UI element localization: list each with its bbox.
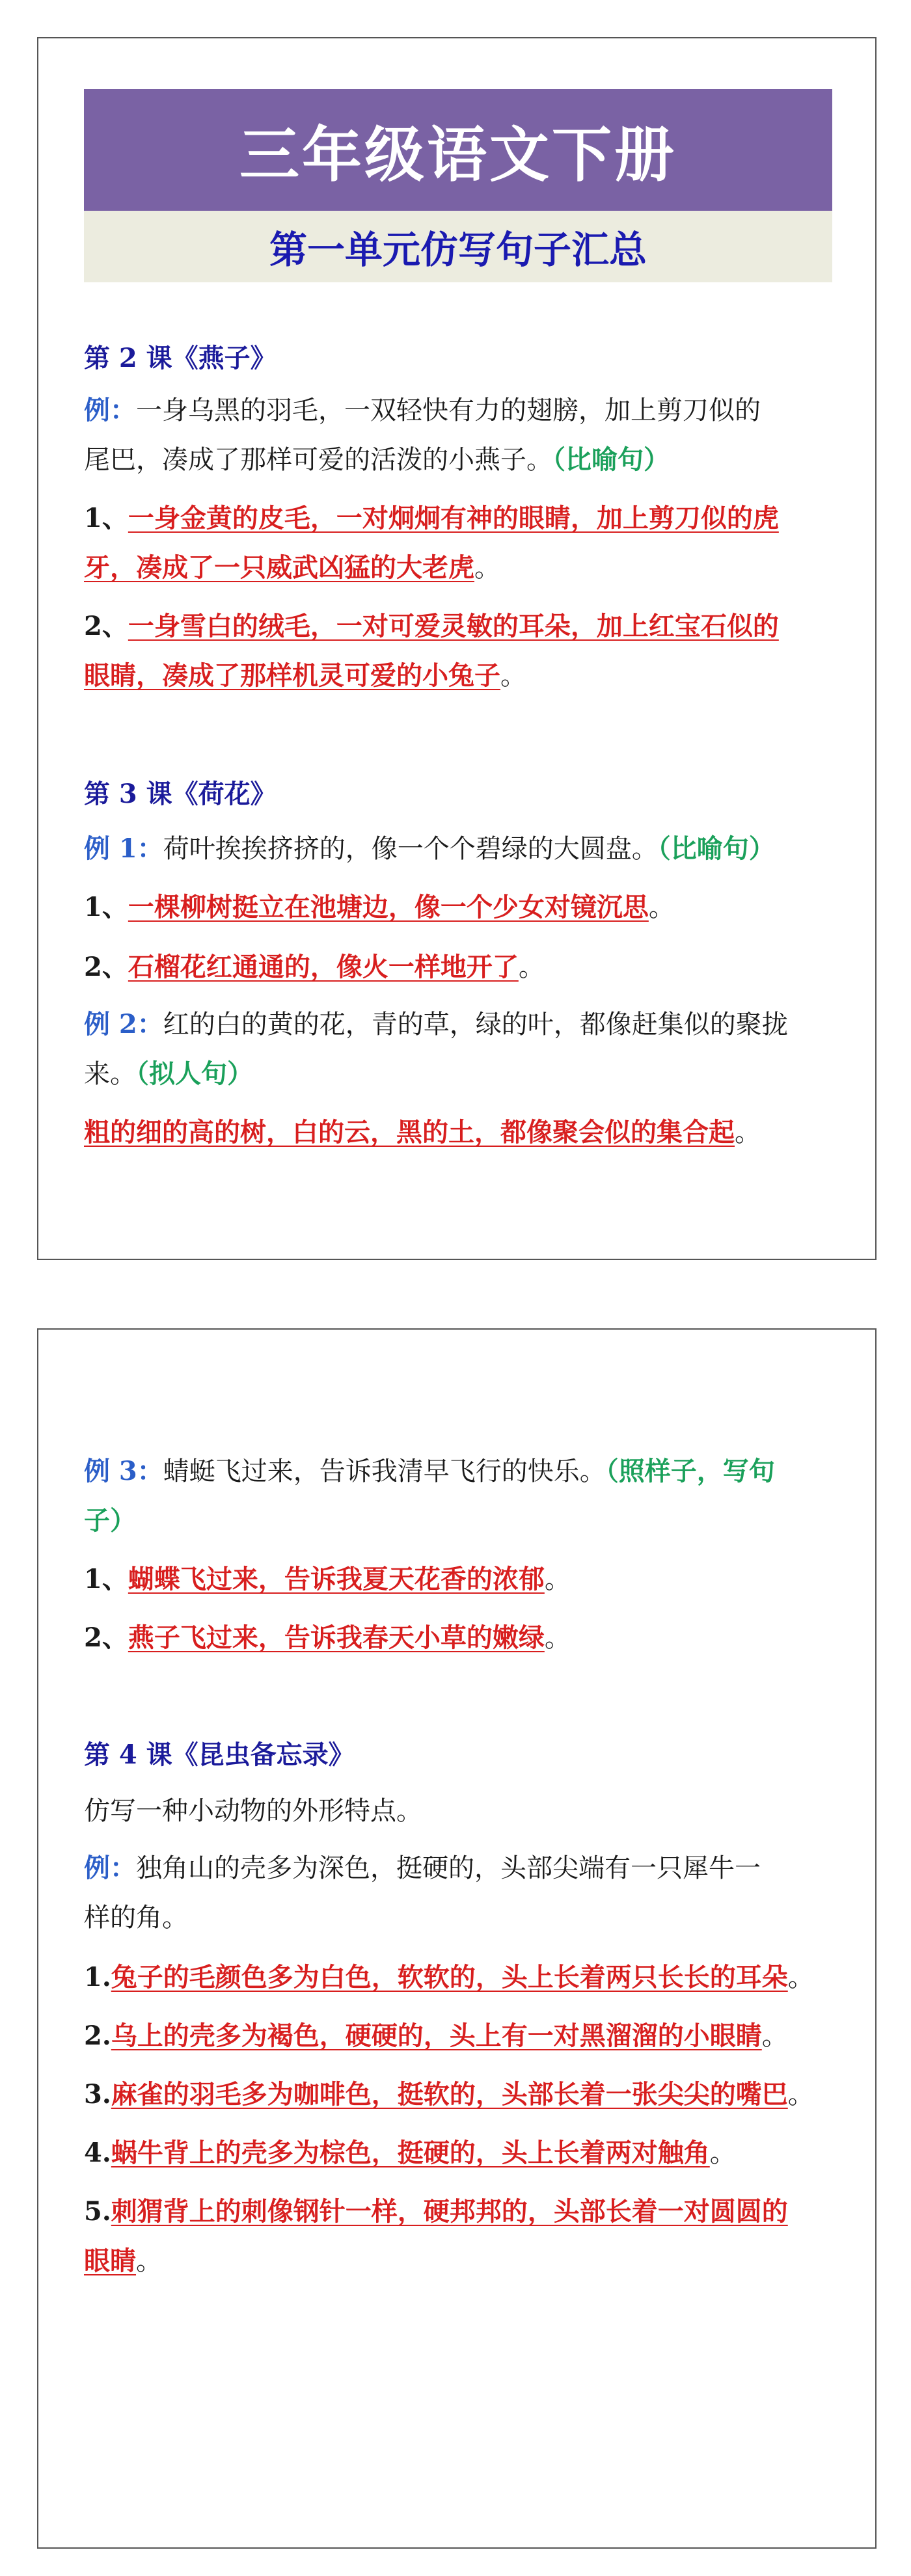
example-text: 红的白的黄的花，青的草，绿的叶，都像赶集似的聚拢	[163, 1010, 788, 1040]
lesson4-example-line1	[84, 1844, 839, 1893]
lesson4-example-line2	[84, 1893, 839, 1942]
sentence-type-tag: （比喻句）	[657, 833, 775, 864]
example-label: 例：	[84, 395, 136, 425]
lesson2-title: 第 2 课《燕子》	[84, 343, 277, 373]
lesson4-item5-line2	[84, 2236, 839, 2286]
item-number: 1、	[84, 1564, 128, 1594]
example-text: 尾巴，凑成了那样可爱的活泼的小燕子。	[84, 445, 552, 475]
page-subtitle: 第一单元仿写句子汇总	[84, 211, 832, 282]
sentence-end: 。	[544, 1623, 571, 1653]
answer-text: 粗的细的高的树，白的云，黑的土，都像聚会似的集合起	[84, 1117, 735, 1147]
lesson3-example1	[84, 824, 839, 874]
example-text: 蜻蜓飞过来，告诉我清早飞行的快乐。	[163, 1456, 606, 1486]
example-text: 荷叶挨挨挤挤的，像一个个碧绿的大圆盘。	[163, 834, 658, 864]
item-number: 2、	[84, 1622, 128, 1653]
instruction-text: 仿写一种小动物的外形特点。	[84, 1796, 422, 1826]
example-text: 独角山的壳多为深色，挺硬的，头部尖端有一只犀牛一	[136, 1853, 761, 1883]
sentence-end: 。	[648, 892, 675, 922]
item-number: 1、	[84, 892, 128, 922]
sentence-end: 。	[735, 1118, 761, 1147]
lesson3-ex1-item1	[84, 883, 839, 932]
lesson2-item2-line1	[84, 602, 839, 651]
sentence-end: 。	[787, 2080, 814, 2110]
page-two	[37, 1328, 877, 2549]
lesson3-title: 第 3 课《荷花》	[84, 779, 277, 809]
answer-text: 刺猬背上的刺像钢针一样，硬邦邦的，头部长着一对圆圆的	[111, 2196, 788, 2227]
sentence-type-tag: （照样子，写句	[605, 1456, 775, 1486]
answer-text: 乌上的壳多为褐色，硬硬的，头上有一对黑溜溜的小眼睛	[111, 2020, 762, 2051]
answer-text: 蜗牛背上的壳多为棕色，挺硬的，头上长着两对触角	[111, 2138, 710, 2168]
sentence-type-tag: （拟人句）	[136, 1058, 253, 1089]
example-text: 来。	[84, 1059, 136, 1089]
lesson4-item3	[84, 2070, 839, 2119]
sentence-end: 。	[709, 2138, 736, 2168]
sentence-end: 。	[787, 1963, 814, 1992]
answer-text: 兔子的毛颜色多为白色，软软的，头上长着两只长长的耳朵	[111, 1962, 788, 1992]
lesson4-instruction	[84, 1786, 839, 1836]
lesson4-item4	[84, 2128, 839, 2178]
lesson3-example2-line2	[84, 1049, 839, 1099]
lesson3-ex3-item1	[84, 1555, 839, 1604]
item-number: 1.	[84, 1962, 111, 1992]
sentence-end: 。	[136, 2246, 162, 2276]
item-number: 3.	[84, 2079, 111, 2110]
answer-text: 燕子飞过来，告诉我春天小草的嫩绿	[128, 1622, 545, 1653]
item-number: 1、	[84, 503, 128, 533]
answer-text: 牙，凑成了一只威武凶猛的大老虎	[84, 552, 474, 583]
lesson3-ex3-item2	[84, 1613, 839, 1663]
page-title: 三年级语文下册	[84, 89, 832, 211]
item-number: 2.	[84, 2020, 111, 2051]
example-text: 一身乌黑的羽毛，一双轻快有力的翅膀，加上剪刀似的	[136, 396, 761, 425]
lesson3-ex1-item2	[84, 943, 839, 992]
lesson4-item5-line1	[84, 2187, 839, 2236]
lesson2-item1-line2	[84, 543, 839, 593]
answer-text: 一棵柳树挺立在池塘边，像一个少女对镜沉思	[128, 892, 649, 922]
example-text: 样的角。	[84, 1903, 188, 1933]
lesson2-item1-line1	[84, 494, 839, 543]
example-label: 例 1：	[84, 833, 163, 864]
lesson4-item2	[84, 2011, 839, 2061]
example-label: 例：	[84, 1853, 136, 1883]
lesson3-example3-line1	[84, 1447, 839, 1496]
lesson4-item1	[84, 1953, 839, 2002]
page-one	[37, 37, 877, 1260]
item-number: 2、	[84, 611, 128, 641]
answer-text: 蝴蝶飞过来，告诉我夏天花香的浓郁	[128, 1564, 545, 1594]
answer-text: 一身雪白的绒毛，一对可爱灵敏的耳朵，加上红宝石似的	[128, 611, 779, 641]
sentence-end: 。	[518, 952, 545, 982]
lesson3-ex2-answer	[84, 1108, 839, 1157]
lesson3-example2-line1	[84, 1000, 839, 1049]
sentence-type-tag: 子）	[84, 1505, 136, 1536]
sentence-end: 。	[544, 1564, 571, 1594]
example-label: 例 2：	[84, 1009, 163, 1040]
sentence-end: 。	[761, 2021, 788, 2051]
example-label: 例 3：	[84, 1456, 163, 1486]
answer-text: 眼睛，凑成了那样机灵可爱的小兔子	[84, 660, 500, 691]
lesson4-title: 第 4 课《昆虫备忘录》	[84, 1739, 355, 1770]
lesson2-example-line2	[84, 435, 839, 485]
sentence-type-tag: （比喻句）	[552, 444, 670, 475]
sentence-end: 。	[500, 661, 526, 691]
item-number: 2、	[84, 952, 128, 982]
answer-text: 眼睛	[84, 2246, 136, 2276]
lesson2-item2-line2	[84, 651, 839, 701]
lesson3-example3-line2	[84, 1496, 839, 1546]
answer-text: 麻雀的羽毛多为咖啡色，挺软的，头部长着一张尖尖的嘴巴	[111, 2079, 788, 2110]
answer-text: 一身金黄的皮毛，一对炯炯有神的眼睛，加上剪刀似的虎	[128, 503, 779, 533]
item-number: 4.	[84, 2138, 111, 2168]
item-number: 5.	[84, 2196, 111, 2227]
answer-text: 石榴花红通通的，像火一样地开了	[128, 952, 519, 982]
sentence-end: 。	[474, 553, 500, 583]
lesson2-example-line1	[84, 386, 839, 435]
